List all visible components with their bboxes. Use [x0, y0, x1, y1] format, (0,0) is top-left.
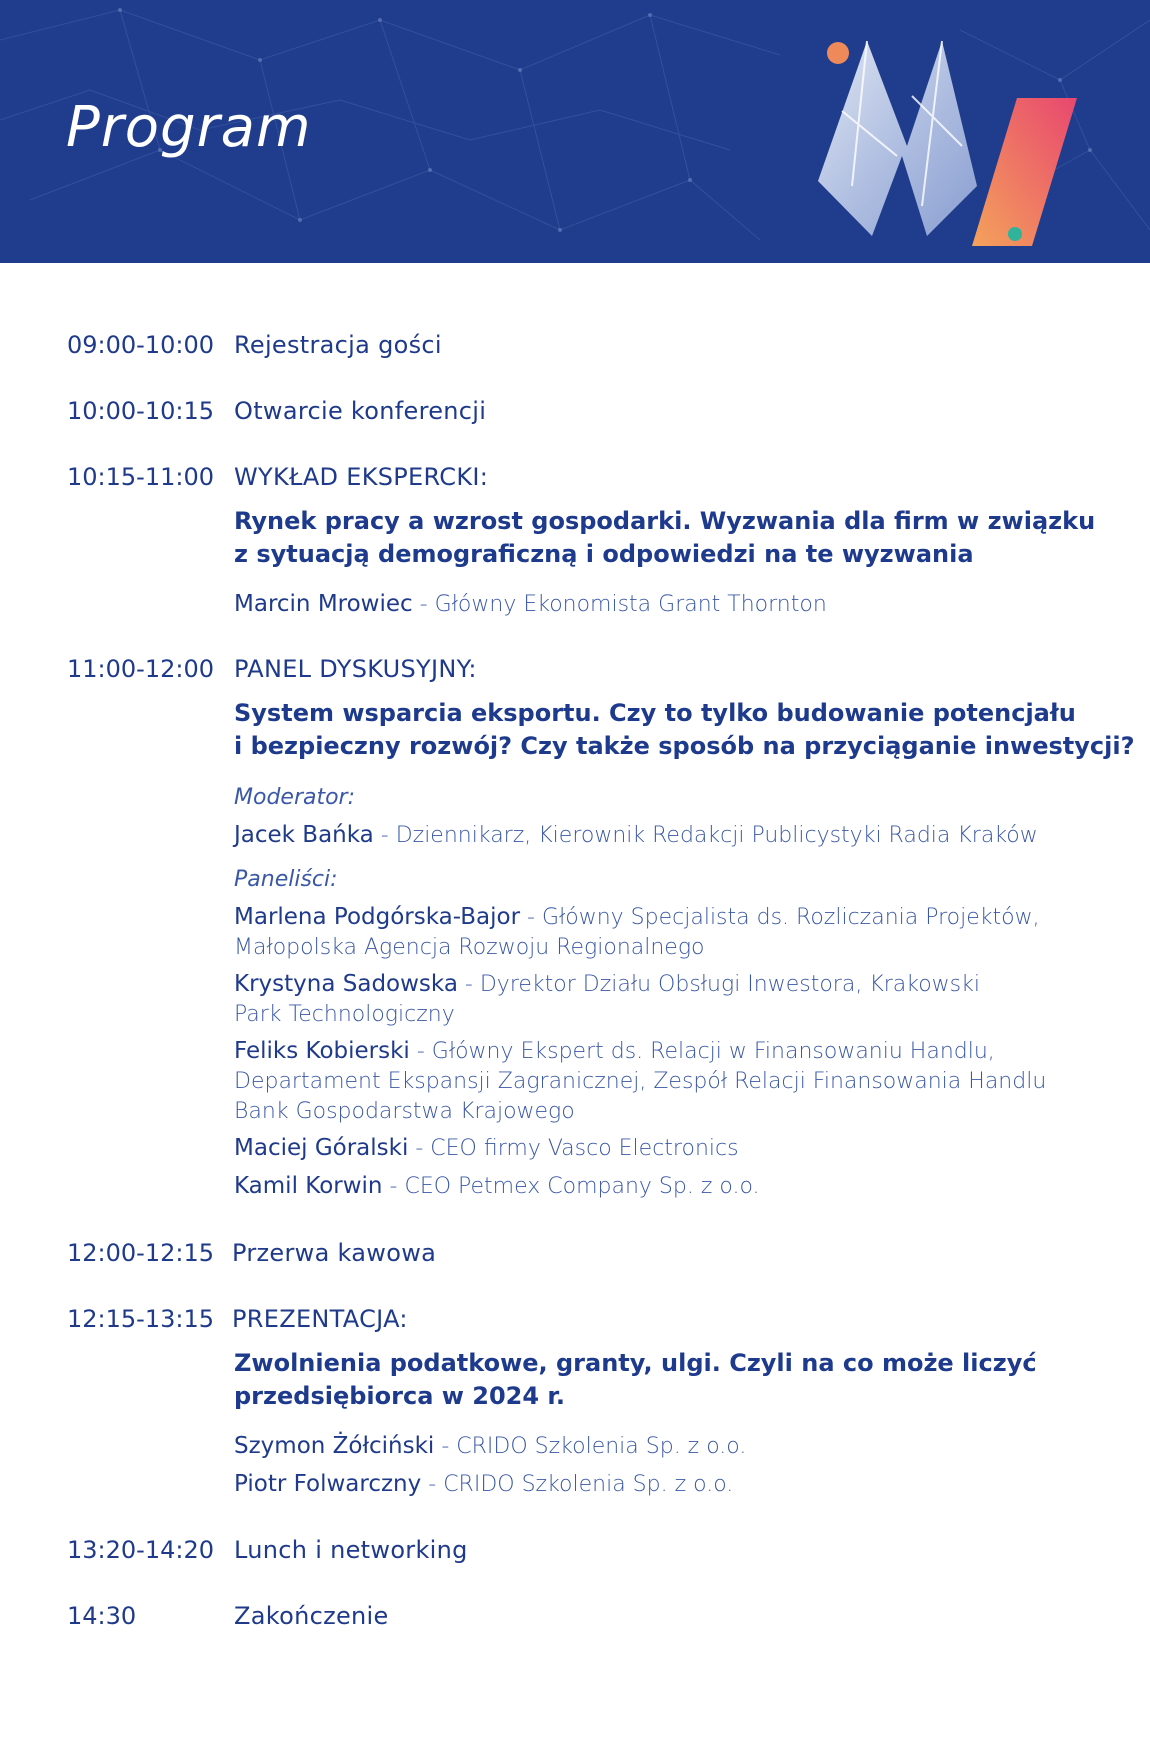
speaker-role: CEO firmy Vasco Electronics [430, 1136, 739, 1161]
agenda-time: 10:00-10:15 [67, 397, 214, 425]
speaker-role: Dyrektor Działu Obsługi Inwestora, Krakowski [479, 972, 980, 997]
speaker-name: Szymon Żółciński [234, 1433, 435, 1459]
speaker-name: Marlena Podgórska-Bajor [234, 904, 521, 930]
agenda-time: 11:00-12:00 [67, 655, 214, 683]
speaker-role: Główny Ekspert ds. Relacji w Finansowaniu Handlu, [431, 1039, 995, 1064]
separator: - [408, 1136, 431, 1161]
talk-title-line: z sytuacją demograficzną i odpowiedzi na te wyzwania [234, 540, 974, 568]
speaker-name: Marcin Mrowiec [234, 591, 413, 617]
talk-title-line: System wsparcia eksportu. Czy to tylko budowanie potencjału [234, 699, 1076, 727]
panelists-heading: Paneliści: [234, 867, 338, 892]
panelist [234, 1133, 1114, 1164]
panelist [234, 1036, 1114, 1127]
agenda-label: Otwarcie konferencji [234, 397, 487, 425]
agenda-time: 10:15-11:00 [67, 463, 214, 491]
separator: - [409, 1039, 432, 1064]
speaker [234, 1469, 1114, 1500]
talk-title [234, 697, 1135, 763]
agenda-time: 14:30 [67, 1602, 137, 1630]
speaker-role-continued: Departament Ekspansji Zagranicznej, Zespół Relacji Finansowania Handlu [234, 1069, 1047, 1094]
talk-title-line: Rynek pracy a wzrost gospodarki. Wyzwania dla firm w związku [234, 507, 1096, 535]
talk-title [234, 505, 1114, 571]
talk-title-line: i bezpieczny rozwój? Czy także sposób na przyciąganie inwestycji? [234, 732, 1135, 760]
speaker-name: Jacek Bańka [234, 822, 374, 848]
speaker-role-continued: Park Technologiczny [234, 1002, 455, 1027]
header-banner [0, 0, 1150, 263]
speaker-role: CRIDO Szkolenia Sp. z o.o. [456, 1434, 747, 1459]
agenda-time: 09:00-10:00 [67, 331, 214, 359]
talk-title [234, 1347, 1114, 1413]
agenda-time: 13:20-14:20 [67, 1536, 214, 1564]
speaker-name: Maciej Góralski [234, 1135, 409, 1161]
separator: - [457, 972, 480, 997]
speaker-name: Feliks Kobierski [234, 1038, 410, 1064]
agenda-label: WYKŁAD EKSPERCKI: [234, 463, 489, 491]
speaker-role: Główny Specjalista ds. Rozliczania Projektów, [541, 905, 1040, 930]
panelist [234, 969, 1114, 1030]
speaker-role-continued: Małopolska Agencja Rozwoju Regionalnego [234, 935, 705, 960]
panelist [234, 1171, 1114, 1202]
separator: - [373, 823, 396, 848]
talk-title-line: Zwolnienia podatkowe, granty, ulgi. Czyli na co może liczyć [234, 1349, 1037, 1377]
speaker-name: Krystyna Sadowska [234, 971, 458, 997]
separator: - [382, 1174, 405, 1199]
separator: - [434, 1434, 457, 1459]
speaker-name: Kamil Korwin [234, 1173, 383, 1199]
speaker-role-continued: Bank Gospodarstwa Krajowego [234, 1099, 575, 1124]
speaker-role: CRIDO Szkolenia Sp. z o.o. [443, 1472, 734, 1497]
agenda-time: 12:00-12:15 [67, 1239, 214, 1267]
speaker-name: Piotr Folwarczny [234, 1471, 422, 1497]
separator: - [421, 1472, 444, 1497]
speaker-role: Dziennikarz, Kierownik Redakcji Publicystyki Radia Kraków [395, 823, 1038, 848]
speaker-role: CEO Petmex Company Sp. z o.o. [404, 1174, 760, 1199]
moderator [234, 820, 1114, 851]
agenda-label: Przerwa kawowa [232, 1239, 437, 1267]
agenda-label: PANEL DYSKUSYJNY: [234, 655, 477, 683]
agenda-label: Zakończenie [234, 1602, 389, 1630]
panelist [234, 902, 1114, 963]
separator: - [520, 905, 542, 930]
speaker [234, 1431, 1114, 1462]
moderator-heading: Moderator: [234, 785, 356, 810]
page-title: Program [66, 95, 312, 160]
agenda-time: 12:15-13:15 [67, 1305, 214, 1333]
separator: - [412, 592, 435, 617]
speaker [234, 589, 1114, 620]
speaker-role: Główny Ekonomista Grant Thornton [434, 592, 827, 617]
talk-title-line: przedsiębiorca w 2024 r. [234, 1382, 565, 1410]
agenda-label: Rejestracja gości [234, 331, 442, 359]
agenda-label: Lunch i networking [234, 1536, 468, 1564]
agenda-label: PREZENTACJA: [232, 1305, 408, 1333]
conference-logo-icon [812, 36, 1082, 251]
